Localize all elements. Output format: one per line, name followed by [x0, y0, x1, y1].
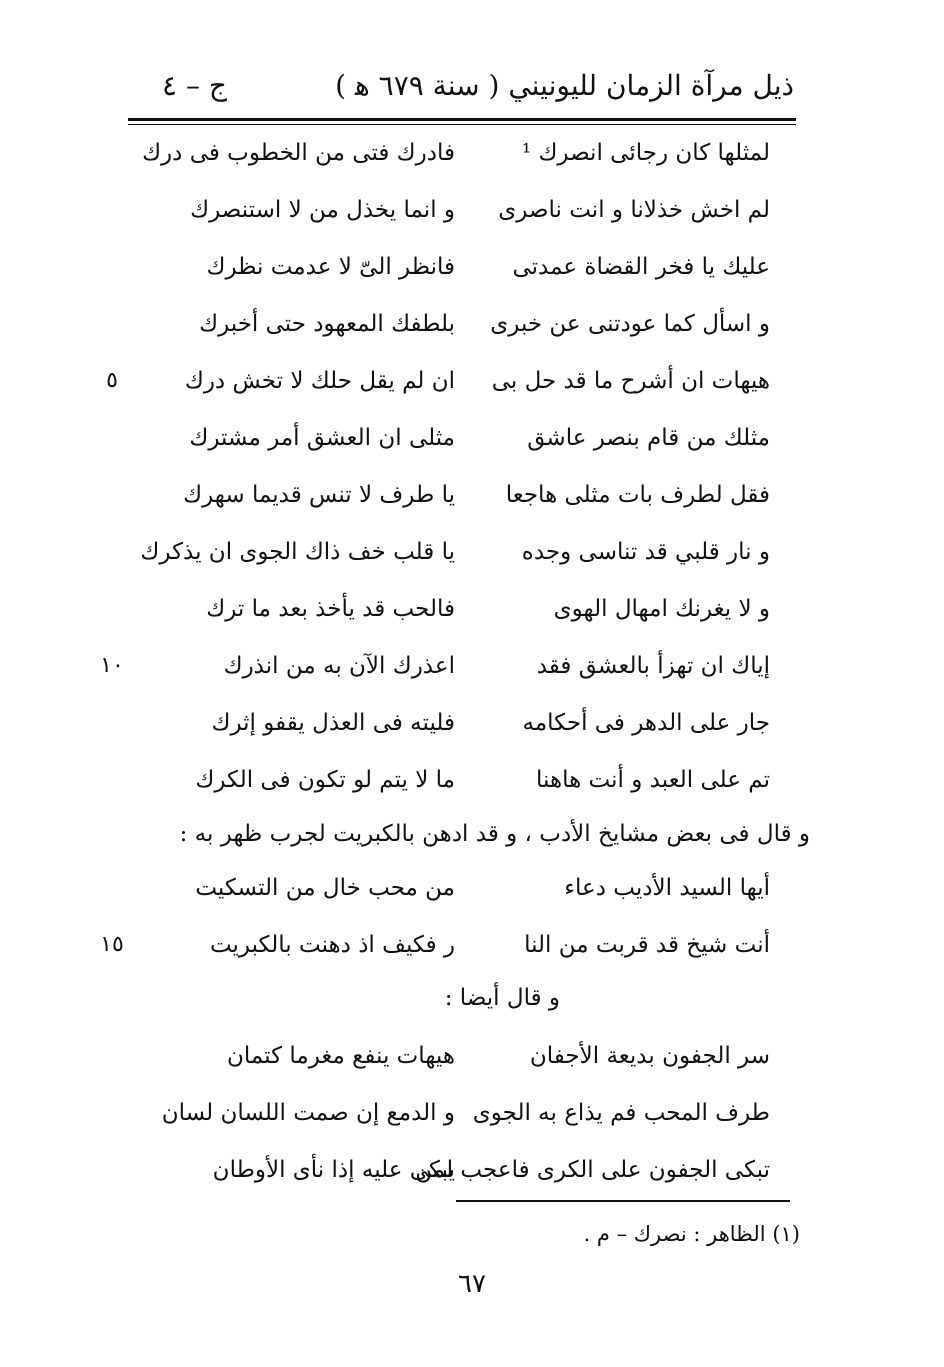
verse-second-hemistich: فليته فى العذل يقفو إثرك — [211, 710, 455, 736]
verse-first-hemistich: تم على العبد و أنت هاهنا — [536, 767, 770, 793]
verse-second-hemistich: يبكى عليه إذا نأى الأوطان — [212, 1157, 455, 1183]
verse-row — [80, 860, 800, 916]
verse-first-hemistich: مثلك من قام بنصر عاشق — [527, 425, 770, 451]
verse-second-hemistich: مثلى ان العشق أمر مشترك — [189, 425, 455, 451]
verse-second-hemistich: ما لا يتم لو تكون فى الكرك — [195, 767, 455, 793]
line-number: ١٠ — [100, 653, 124, 678]
verse-row — [80, 581, 800, 637]
verse-second-hemistich: فالحب قد يأخذ بعد ما ترك — [206, 596, 455, 622]
verse-row — [80, 467, 800, 523]
verse-first-hemistich: طرف المحب فم يذاع به الجوى — [472, 1100, 770, 1126]
verse-second-hemistich: هيهات ينفع مغرما كتمان — [226, 1043, 455, 1069]
verse-first-hemistich: لم اخش خذلانا و انت ناصرى — [498, 197, 770, 223]
verse-second-hemistich: و الدمع إن صمت اللسان لسان — [161, 1100, 455, 1126]
verse-first-hemistich: لمثلها كان رجائى انصرك ¹ — [521, 140, 770, 166]
verse-row — [80, 695, 800, 751]
verse-row — [80, 410, 800, 466]
verse-second-hemistich: يا طرف لا تنس قديما سهرك — [183, 482, 455, 508]
verse-second-hemistich: اعذرك الآن به من انذرك — [223, 653, 455, 679]
line-number: ٥ — [106, 368, 118, 393]
verse-row — [80, 638, 800, 694]
running-header — [128, 62, 794, 110]
verse-first-hemistich: و اسأل كما عودتنى عن خبرى — [490, 311, 770, 337]
verse-row — [80, 917, 800, 973]
verse-row — [80, 125, 800, 181]
verse-second-hemistich: من محب خال من التسكيت — [195, 875, 455, 901]
page-number: ٦٧ — [458, 1269, 486, 1299]
verse-second-hemistich: فادرك فتى من الخطوب فى درك — [142, 140, 455, 166]
verse-second-hemistich: بلطفك المعهود حتى أخبرك — [199, 311, 455, 337]
verse-first-hemistich: و نار قلبي قد تناسى وجده — [521, 539, 770, 565]
verse-first-hemistich: عليك يا فخر القضاة عمدتى — [512, 254, 770, 280]
verse-second-hemistich: و انما يخذل من لا استنصرك — [190, 197, 455, 223]
verse-first-hemistich: تبكى الجفون على الكرى فاعجب لمن — [415, 1157, 770, 1183]
line-number: ١٥ — [100, 932, 124, 957]
verse-row — [80, 524, 800, 580]
verse-second-hemistich: فانظر الىّ لا عدمت نظرك — [206, 254, 455, 280]
verse-row — [80, 1028, 800, 1084]
verse-row — [80, 182, 800, 238]
verse-row — [80, 239, 800, 295]
verse-row — [80, 353, 800, 409]
footnote: (١) الظاهر : نصرك – م . — [583, 1222, 800, 1246]
header-rule-thick — [128, 118, 796, 121]
header-volume: ج – ٤ — [162, 69, 227, 102]
verse-first-hemistich: سر الجفون بديعة الأجفان — [529, 1043, 770, 1069]
verse-row — [80, 752, 800, 808]
header-title: ذيل مرآة الزمان لليونيني ( سنة ٦٧٩ ﻫ ) — [335, 69, 794, 102]
verse-row — [80, 1085, 800, 1141]
verse-first-hemistich: هيهات ان أشرح ما قد حل بى — [491, 368, 770, 394]
prose-intro: و قال فى بعض مشايخ الأدب ، و قد ادهن بالكبريت لجرب ظهر به : — [179, 821, 810, 847]
verse-first-hemistich: فقل لطرف بات مثلى هاجعا — [505, 482, 770, 508]
verse-first-hemistich: جار على الدهر فى أحكامه — [522, 710, 770, 736]
verse-second-hemistich: يا قلب خف ذاك الجوى ان يذكرك — [140, 539, 455, 565]
verse-second-hemistich: ر فكيف اذ دهنت بالكبريت — [209, 932, 455, 958]
verse-second-hemistich: ان لم يقل حلك لا تخش درك — [184, 368, 455, 394]
verse-first-hemistich: إياك ان تهزأ بالعشق فقد — [536, 653, 770, 679]
prose-intro: و قال أيضا : — [444, 985, 560, 1011]
verse-first-hemistich: أنت شيخ قد قربت من النا — [524, 932, 770, 958]
footnote-rule — [456, 1200, 790, 1202]
verse-row — [80, 1142, 800, 1198]
verse-row — [80, 296, 800, 352]
verse-first-hemistich: أيها السيد الأديب دعاء — [564, 875, 770, 901]
verse-first-hemistich: و لا يغرنك امهال الهوى — [553, 596, 770, 622]
